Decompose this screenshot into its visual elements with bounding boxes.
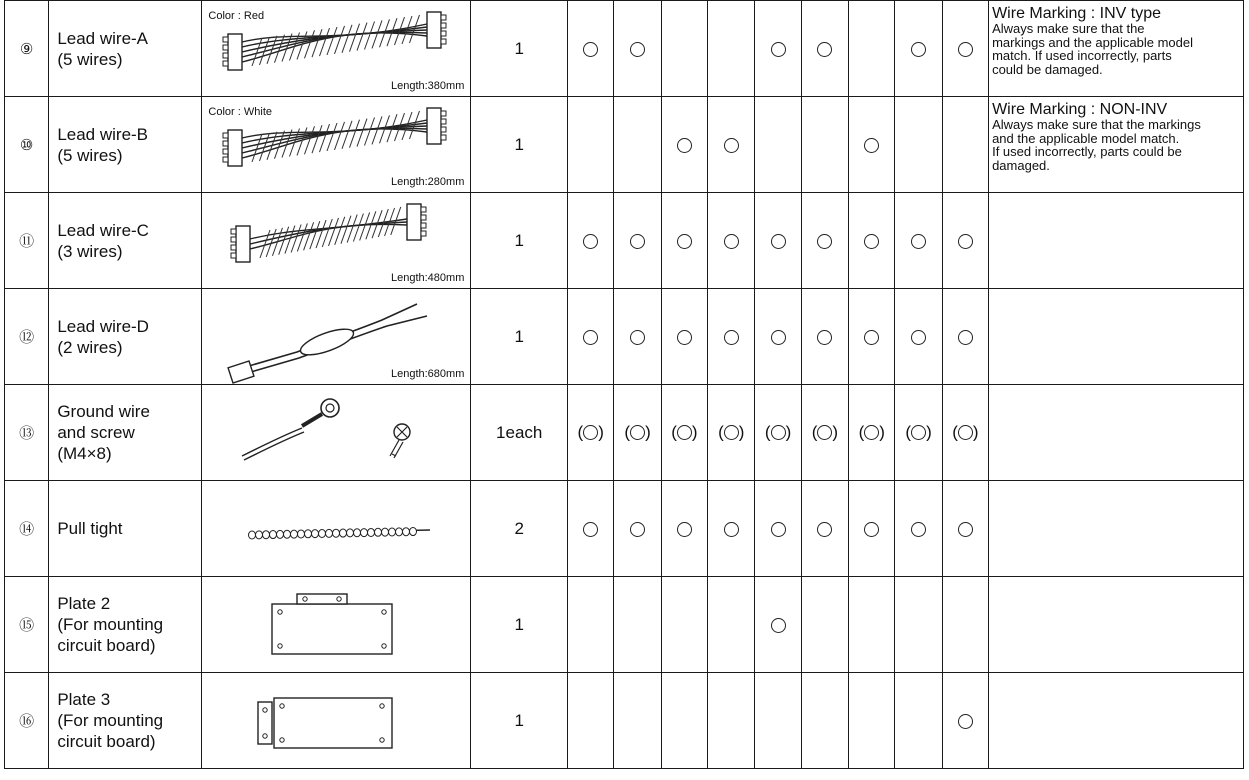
item-name-line: Pull tight: [57, 519, 123, 538]
applicability-cell: [942, 1, 988, 97]
circle-mark-icon: [677, 330, 692, 345]
applicability-cell: [942, 481, 988, 577]
circle-mark-icon: [958, 234, 973, 249]
applicability-cell: [614, 289, 661, 385]
note-line: and the applicable model match.: [992, 130, 1180, 146]
item-number: ⑯: [5, 673, 49, 769]
applicability-cell: [568, 1, 614, 97]
applicable-mark: [817, 327, 832, 346]
item-name-line: (M4×8): [57, 444, 112, 463]
paren-open: (: [718, 422, 724, 442]
item-name-line: circuit board): [57, 636, 156, 655]
item-figure: [202, 385, 471, 481]
applicability-cell: [801, 673, 848, 769]
applicability-cell: [661, 193, 707, 289]
applicability-cell: [755, 577, 801, 673]
applicable-mark: [677, 135, 692, 154]
table-row: [5, 577, 1244, 673]
circle-mark-icon: [864, 522, 879, 537]
applicable-mark: [630, 39, 645, 58]
paren-close: ): [738, 422, 745, 442]
applicable-mark: [911, 327, 926, 346]
wire-color-label: Color : White: [208, 106, 272, 118]
applicable-mark: [958, 519, 973, 538]
applicable-mark: [583, 39, 598, 58]
item-notes: [989, 97, 1244, 193]
applicability-cell: [895, 481, 942, 577]
circle-mark-icon: [864, 425, 879, 440]
circle-mark-icon: [583, 425, 598, 440]
circle-mark-icon: [771, 330, 786, 345]
circle-mark-icon: [864, 138, 879, 153]
note-line: Always make sure that the markings: [992, 117, 1201, 132]
applicable-mark: [958, 39, 973, 58]
applicable-mark: [817, 231, 832, 250]
applicability-cell: [942, 97, 988, 193]
applicability-cell: [849, 673, 895, 769]
item-name-line: (2 wires): [57, 337, 123, 357]
circle-mark-icon: [911, 42, 926, 57]
applicability-cell: [755, 289, 801, 385]
item-name: [49, 289, 202, 385]
item-figure: [202, 193, 471, 289]
paren-close: ): [972, 422, 979, 442]
applicability-cell: [568, 673, 614, 769]
applicability-cell: [942, 385, 988, 481]
item-number: ⑮: [5, 577, 49, 673]
applicability-cell: [568, 289, 614, 385]
applicability-cell: [755, 1, 801, 97]
applicability-cell: [661, 97, 707, 193]
applicable-mark: [771, 231, 786, 250]
item-figure: [202, 673, 471, 769]
item-name-line: circuit board): [57, 732, 156, 751]
applicable-mark: [958, 231, 973, 250]
applicability-cell: [895, 673, 942, 769]
item-quantity: 1: [471, 289, 568, 385]
applicable-mark: [630, 519, 645, 538]
applicability-cell: [614, 193, 661, 289]
circle-mark-icon: [864, 330, 879, 345]
circle-mark-icon: [817, 330, 832, 345]
applicability-cell: [614, 577, 661, 673]
applicability-cell: [801, 481, 848, 577]
item-quantity: 1each: [471, 385, 568, 481]
table-row: [5, 289, 1244, 385]
table-row: [5, 193, 1244, 289]
circle-mark-icon: [677, 234, 692, 249]
circle-mark-icon: [958, 425, 973, 440]
wire-color-label: Color : Red: [208, 10, 265, 22]
circle-mark-icon: [771, 618, 786, 633]
item-name: [49, 577, 202, 673]
applicable-mark: [583, 327, 598, 346]
item-figure: [202, 481, 471, 577]
item-notes: [989, 481, 1244, 577]
paren-open: (: [811, 422, 818, 442]
item-notes: [989, 673, 1244, 769]
circle-mark-icon: [630, 234, 645, 249]
paren-open: (: [905, 422, 912, 442]
wire-length-label: Length:480mm: [390, 272, 465, 284]
applicability-cell: [942, 577, 988, 673]
item-name-line: (For mounting: [57, 711, 164, 730]
wire-marking-title: Wire Marking : NON-INV: [992, 101, 1168, 118]
applicability-cell: [942, 289, 988, 385]
circle-mark-icon: [864, 234, 879, 249]
circle-mark-icon: [724, 522, 739, 537]
applicability-cell: [568, 193, 614, 289]
item-name-line: and screw: [57, 423, 135, 442]
applicability-cell: [614, 97, 661, 193]
item-name-line: (3 wires): [57, 241, 123, 261]
item-notes: [989, 289, 1244, 385]
note-line: could be damaged.: [992, 61, 1103, 77]
applicability-cell: [661, 673, 707, 769]
item-figure: [202, 289, 471, 385]
item-name: [49, 673, 202, 769]
wire-marking-title: Wire Marking : INV type: [992, 5, 1162, 22]
applicability-cell: [708, 97, 755, 193]
applicability-cell: [895, 577, 942, 673]
applicable-mark: [677, 519, 692, 538]
applicable-mark: [583, 519, 598, 538]
item-figure: [202, 97, 471, 193]
applicability-cell: [849, 481, 895, 577]
table-row: [5, 385, 1244, 481]
optional-applicable-mark: [812, 422, 838, 441]
item-name-line: (5 wires): [57, 145, 123, 165]
applicability-cell: [708, 673, 755, 769]
applicability-cell: [614, 385, 661, 481]
circle-mark-icon: [958, 42, 973, 57]
applicability-cell: [801, 193, 848, 289]
item-name-line: Lead wire-A: [57, 28, 149, 48]
paren-open: (: [858, 422, 865, 442]
applicability-cell: [849, 385, 895, 481]
table-row: [5, 1, 1244, 97]
applicability-cell: [895, 193, 942, 289]
circle-mark-icon: [771, 42, 786, 57]
circle-mark-icon: [958, 522, 973, 537]
applicability-cell: [755, 673, 801, 769]
table-row: [5, 481, 1244, 577]
applicability-cell: [708, 289, 755, 385]
cable-tie-icon: [202, 482, 467, 576]
circle-mark-icon: [583, 330, 598, 345]
applicable-mark: [677, 327, 692, 346]
applicable-mark: [911, 519, 926, 538]
paren-open: (: [764, 422, 771, 442]
optional-applicable-mark: [905, 422, 931, 441]
item-name-line: Plate 3: [57, 690, 111, 709]
item-name-line: Plate 2: [57, 594, 111, 613]
applicable-mark: [864, 135, 879, 154]
applicability-cell: [755, 193, 801, 289]
item-name: [49, 97, 202, 193]
circle-mark-icon: [583, 234, 598, 249]
item-quantity: 1: [471, 1, 568, 97]
applicability-cell: [661, 385, 707, 481]
item-name-line: Lead wire-C: [57, 220, 149, 240]
item-name-line: Ground wire: [57, 402, 150, 421]
applicable-mark: [771, 327, 786, 346]
optional-applicable-mark: [671, 422, 697, 441]
item-notes: [989, 577, 1244, 673]
applicability-cell: [849, 97, 895, 193]
item-quantity: 1: [471, 577, 568, 673]
circle-mark-icon: [817, 522, 832, 537]
applicable-mark: [771, 615, 786, 634]
circle-mark-icon: [817, 42, 832, 57]
circle-mark-icon: [724, 425, 739, 440]
applicable-mark: [771, 519, 786, 538]
optional-applicable-mark: [624, 422, 650, 441]
item-number: ⑬: [5, 385, 49, 481]
table-row: [5, 673, 1244, 769]
circle-mark-icon: [724, 330, 739, 345]
paren-close: ): [879, 422, 885, 442]
item-name: [49, 1, 202, 97]
applicable-mark: [817, 39, 832, 58]
applicability-cell: [708, 193, 755, 289]
circle-mark-icon: [911, 522, 926, 537]
item-number: ⑫: [5, 289, 49, 385]
circle-mark-icon: [630, 522, 645, 537]
applicability-cell: [708, 577, 755, 673]
plate-3-icon: [202, 674, 467, 768]
item-name-line: (5 wires): [57, 49, 123, 69]
paren-open: (: [624, 422, 631, 442]
item-quantity: 2: [471, 481, 568, 577]
note-line: If used incorrectly, parts could be: [992, 144, 1182, 159]
circle-mark-icon: [911, 330, 926, 345]
applicability-cell: [895, 1, 942, 97]
paren-open: (: [671, 422, 677, 442]
applicable-mark: [958, 327, 973, 346]
circle-mark-icon: [817, 234, 832, 249]
applicable-mark: [864, 327, 879, 346]
note-line: Always make sure that the: [992, 21, 1145, 36]
item-figure: [202, 577, 471, 673]
applicable-mark: [864, 231, 879, 250]
optional-applicable-mark: [952, 422, 978, 441]
applicability-cell: [708, 481, 755, 577]
paren-close: ): [598, 422, 604, 442]
applicability-cell: [755, 481, 801, 577]
circle-mark-icon: [677, 522, 692, 537]
applicable-mark: [817, 519, 832, 538]
applicability-cell: [568, 577, 614, 673]
circle-mark-icon: [771, 522, 786, 537]
item-name-line: Lead wire-B: [57, 124, 149, 144]
applicable-mark: [630, 231, 645, 250]
circle-mark-icon: [630, 42, 645, 57]
circle-mark-icon: [771, 425, 786, 440]
circle-mark-icon: [911, 234, 926, 249]
parts-table: [4, 0, 1244, 769]
applicability-cell: [849, 193, 895, 289]
applicable-mark: [864, 519, 879, 538]
table-row: [5, 97, 1244, 193]
item-number: ⑪: [5, 193, 49, 289]
applicability-cell: [895, 289, 942, 385]
applicable-mark: [724, 231, 739, 250]
applicability-cell: [661, 577, 707, 673]
item-notes: [989, 193, 1244, 289]
wire-length-label: Length:680mm: [390, 368, 465, 380]
circle-mark-icon: [817, 425, 832, 440]
applicability-cell: [942, 193, 988, 289]
paren-open: (: [952, 422, 958, 442]
applicable-mark: [583, 231, 598, 250]
applicability-cell: [614, 1, 661, 97]
applicable-mark: [958, 711, 973, 730]
applicability-cell: [708, 1, 755, 97]
applicability-cell: [614, 673, 661, 769]
paren-close: ): [926, 422, 932, 442]
applicable-mark: [724, 135, 739, 154]
item-number: ⑩: [5, 97, 49, 193]
applicability-cell: [568, 481, 614, 577]
applicability-cell: [568, 97, 614, 193]
applicability-cell: [661, 1, 707, 97]
applicability-cell: [614, 481, 661, 577]
applicability-cell: [568, 385, 614, 481]
applicability-cell: [755, 97, 801, 193]
circle-mark-icon: [771, 234, 786, 249]
applicability-cell: [849, 289, 895, 385]
applicability-cell: [755, 385, 801, 481]
paren-close: ): [645, 422, 651, 442]
item-number: ⑨: [5, 1, 49, 97]
circle-mark-icon: [911, 425, 926, 440]
circle-mark-icon: [630, 425, 645, 440]
applicability-cell: [801, 1, 848, 97]
item-name: [49, 385, 202, 481]
applicability-cell: [801, 577, 848, 673]
item-name: [49, 193, 202, 289]
item-quantity: 1: [471, 673, 568, 769]
applicability-cell: [661, 481, 707, 577]
applicability-cell: [801, 289, 848, 385]
circle-mark-icon: [677, 138, 692, 153]
optional-applicable-mark: [765, 422, 791, 441]
ground-wire-and-screw-icon: [202, 386, 467, 480]
circle-mark-icon: [677, 425, 692, 440]
wire-length-label: Length:380mm: [390, 80, 465, 92]
applicable-mark: [911, 39, 926, 58]
circle-mark-icon: [583, 42, 598, 57]
item-figure: [202, 1, 471, 97]
item-notes: [989, 1, 1244, 97]
optional-applicable-mark: [718, 422, 744, 441]
note-line: match. If used incorrectly, parts: [992, 48, 1172, 63]
item-number: ⑭: [5, 481, 49, 577]
applicability-cell: [895, 385, 942, 481]
wire-length-label: Length:280mm: [390, 176, 465, 188]
plate-2-icon: [202, 578, 467, 672]
circle-mark-icon: [724, 234, 739, 249]
paren-close: ): [785, 422, 792, 442]
applicability-cell: [849, 1, 895, 97]
optional-applicable-mark: [859, 422, 885, 441]
applicable-mark: [911, 231, 926, 250]
applicable-mark: [771, 39, 786, 58]
note-line: markings and the applicable model: [992, 34, 1193, 50]
paren-close: ): [832, 422, 839, 442]
item-notes: [989, 385, 1244, 481]
item-name-line: Lead wire-D: [57, 316, 149, 336]
circle-mark-icon: [724, 138, 739, 153]
item-name: [49, 481, 202, 577]
applicability-cell: [801, 97, 848, 193]
applicability-cell: [942, 673, 988, 769]
applicable-mark: [630, 327, 645, 346]
applicable-mark: [724, 327, 739, 346]
applicable-mark: [724, 519, 739, 538]
circle-mark-icon: [583, 522, 598, 537]
paren-open: (: [577, 422, 584, 442]
applicability-cell: [895, 97, 942, 193]
circle-mark-icon: [630, 330, 645, 345]
optional-applicable-mark: [578, 422, 604, 441]
applicability-cell: [708, 385, 755, 481]
paren-close: ): [691, 422, 698, 442]
item-quantity: 1: [471, 97, 568, 193]
item-name-line: (For mounting: [57, 615, 164, 634]
note-line: damaged.: [992, 157, 1050, 173]
applicability-cell: [801, 385, 848, 481]
circle-mark-icon: [958, 330, 973, 345]
applicability-cell: [849, 577, 895, 673]
applicable-mark: [677, 231, 692, 250]
circle-mark-icon: [958, 714, 973, 729]
item-quantity: 1: [471, 193, 568, 289]
applicability-cell: [661, 289, 707, 385]
